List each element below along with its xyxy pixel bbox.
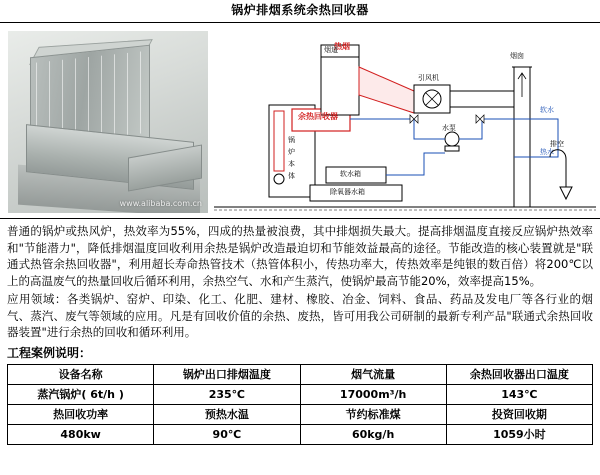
case-study-title: 工程案例说明： [7, 345, 92, 360]
body-text [0, 219, 600, 341]
cell-flue-gas-flow-header: 烟气流量 [300, 364, 446, 384]
schematic-label-soft-water-tank: 软水箱 [340, 170, 361, 178]
schematic-label-induced-draft-fan: 引风机 [418, 74, 439, 82]
case-table-body [8, 364, 593, 444]
cell-heat-recovery-power-header: 热回收功率 [8, 404, 154, 424]
table-row [8, 384, 593, 404]
cell-payback-period-header: 投资回收期 [446, 404, 592, 424]
schematic-label-hot-water: 热水 [540, 148, 554, 156]
cell-payback-period-value: 1059小时 [446, 424, 592, 444]
product-photo [8, 31, 208, 213]
paragraph-overview: 普通的锅炉或热风炉，热效率为55%，四成的热量被浪费，其中排烟损失最大。提高排烟温度直接反应锅炉热效率和"节能潜力"，降低排烟温度回收利用余热是锅炉改造最迫切和节能效益最高的途径。节能改造的核心装置就是"联通式热管余热回收器"，利用超长寿命热管技术（热管体积小，传热功率大，传热效率是纯银的数百倍）将200℃以上的高温废气的热量回收后循环利用，余热空气、水和产生蒸汽，使锅炉最高节能20%，效率提高15%。 [7, 224, 593, 288]
schematic-label-heat-recovery-unit: 余热回收器 [298, 112, 338, 121]
page-title: 锅炉排烟系统余热回收器 [0, 0, 600, 23]
schematic-label-deaerator-tank: 除氧器水箱 [330, 188, 365, 196]
paragraph-applications: 应用领域：各类锅炉、窑炉、印染、化工、化肥、建材、橡胶、冶金、饲料、食品、药品及发电厂等各行业的烟气、蒸汽、废气等领域的应用。凡是有回收价值的余热、废热，皆可用我公司研制的最新专利产品"联通式余热回收器装置"进行余热的回收和循环利用。 [7, 292, 593, 339]
schematic-label-chimney: 烟囱 [510, 52, 524, 60]
cell-preheat-water-temp-value: 90℃ [154, 424, 300, 444]
schematic-svg [214, 27, 596, 215]
table-row [8, 424, 593, 444]
schematic-label-hot-flue-gas: 热烟 [334, 42, 350, 51]
cell-flue-gas-flow-value: 17000m³/h [300, 384, 446, 404]
cell-equipment-name-value: 蒸汽锅炉( 6t/h ) [8, 384, 154, 404]
cell-boiler-outlet-temp-value: 235℃ [154, 384, 300, 404]
schematic-label-boiler-1: 锅 [288, 136, 295, 144]
system-schematic [214, 27, 596, 215]
schematic-label-boiler-2: 炉 [288, 148, 295, 156]
cell-recovery-outlet-temp-header: 余热回收器出口温度 [446, 364, 592, 384]
schematic-label-vent: 排空 [550, 140, 564, 148]
schematic-label-soft-water: 软水 [540, 106, 554, 114]
cell-coal-saved-value: 60kg/h [300, 424, 446, 444]
cell-coal-saved-header: 节约标准煤 [300, 404, 446, 424]
cell-heat-recovery-power-value: 480kw [8, 424, 154, 444]
cell-boiler-outlet-temp-header: 锅炉出口排烟温度 [154, 364, 300, 384]
schematic-label-boiler-4: 体 [288, 172, 295, 180]
cell-recovery-outlet-temp-value: 143℃ [446, 384, 592, 404]
table-row [8, 404, 593, 424]
photo-watermark: www.alibaba.com.cn [119, 199, 202, 208]
case-table [7, 364, 593, 445]
schematic-label-water-pump: 水泵 [442, 124, 456, 132]
schematic-label-flue: 烟道 [324, 46, 338, 54]
cell-preheat-water-temp-header: 预热水温 [154, 404, 300, 424]
illustration-band [0, 23, 600, 219]
table-row [8, 364, 593, 384]
schematic-label-boiler-3: 本 [288, 160, 295, 168]
cell-equipment-name-header: 设备名称 [8, 364, 154, 384]
